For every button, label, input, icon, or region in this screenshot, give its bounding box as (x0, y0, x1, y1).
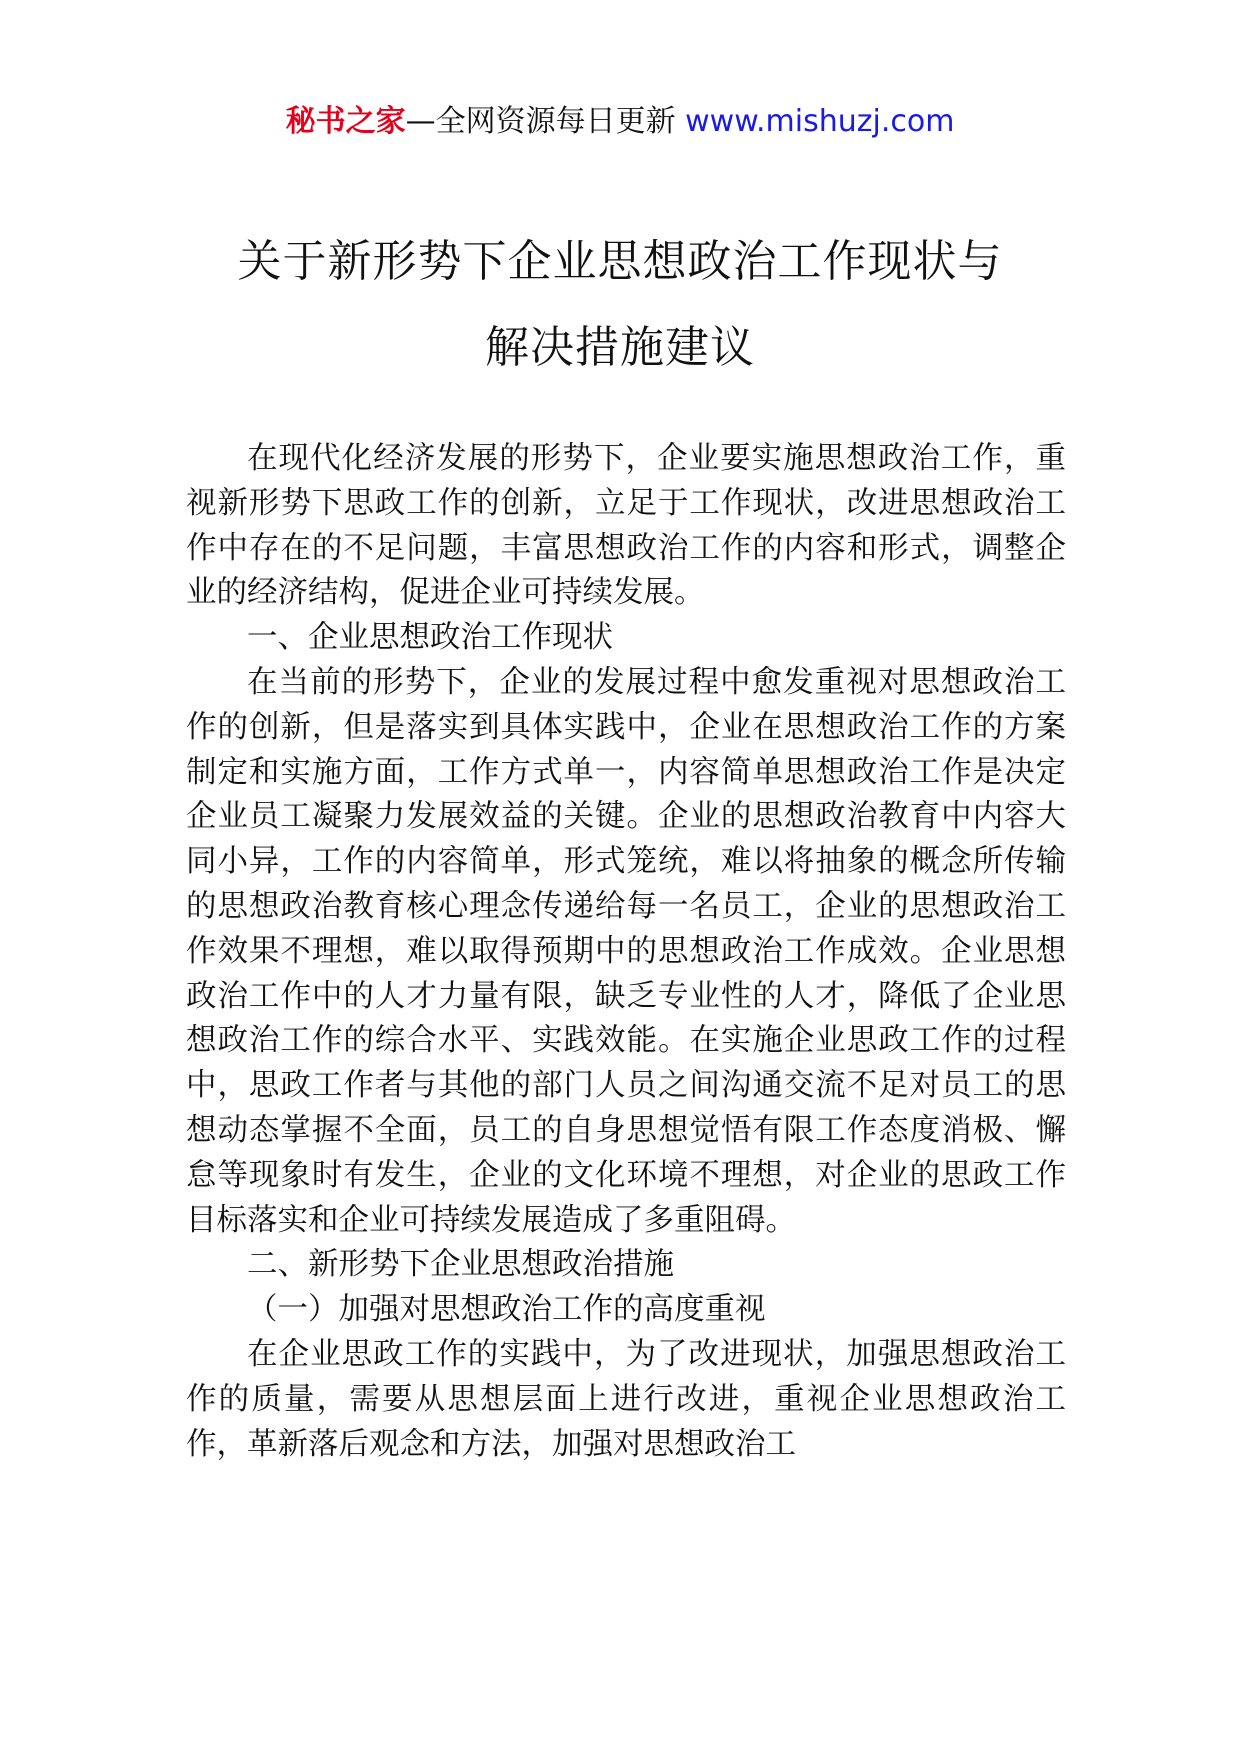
section-heading-2: 二、新形势下企业思想政治措施 (247, 1247, 674, 1283)
section-heading-1: 一、企业思想政治工作现状 (247, 620, 613, 656)
header-slogan: —全网资源每日更新 (405, 104, 686, 139)
page-header (0, 100, 1240, 144)
brand-name: 秘书之家 (285, 104, 406, 139)
subsection-heading-1: （一）加强对思想政治工作的高度重视 (247, 1292, 766, 1328)
document-title-line-1: 关于新形势下企业思想政治工作现状与 (237, 236, 1003, 287)
body-paragraph: 在企业思政工作的实践中，为了改进现状，加强思想政治工作的质量，需要从思想层面上进行改进，重视企业思想政治工作，革新落后观念和方法，加强对思想政治工 (186, 1336, 1066, 1462)
document-title-line-2: 解决措施建议 (485, 322, 755, 373)
intro-paragraph: 在现代化经济发展的形势下，企业要实施思想政治工作，重视新形势下思政工作的创新，立足于工作现状，改进思想政治工作中存在的不足问题，丰富思想政治工作的内容和形式，调整企业的经济结构，促进企业可持续发展。 (186, 441, 1066, 611)
document-body (186, 437, 1066, 1467)
header-url[interactable]: www.mishuzj.com (685, 104, 955, 139)
body-paragraph: 在当前的形势下，企业的发展过程中愈发重视对思想政治工作的创新，但是落实到具体实践中，企业在思想政治工作的方案制定和实施方面，工作方式单一，内容简单思想政治工作是决定企业员工凝聚力发展效益的关键。企业的思想政治教育中内容大同小异，工作的内容简单，形式笼统，难以将抽象的概念所传输的思想政治教育核心理念传递给每一名员工，企业的思想政治工作效果不理想，难以取得预期中的思想政治工作成效。企业思想政治工作中的人才力量有限，缺乏专业性的人才，降低了企业思想政治工作的综合水平、实践效能。在实施企业思政工作的过程中，思政工作者与其他的部门人员之间沟通交流不足对员工的思想动态掌握不全面，员工的自身思想觉悟有限工作态度消极、懈怠等现象时有发生，企业的文化环境不理想，对企业的思政工作目标落实和企业可持续发展造成了多重阻碍。 (186, 664, 1066, 1238)
